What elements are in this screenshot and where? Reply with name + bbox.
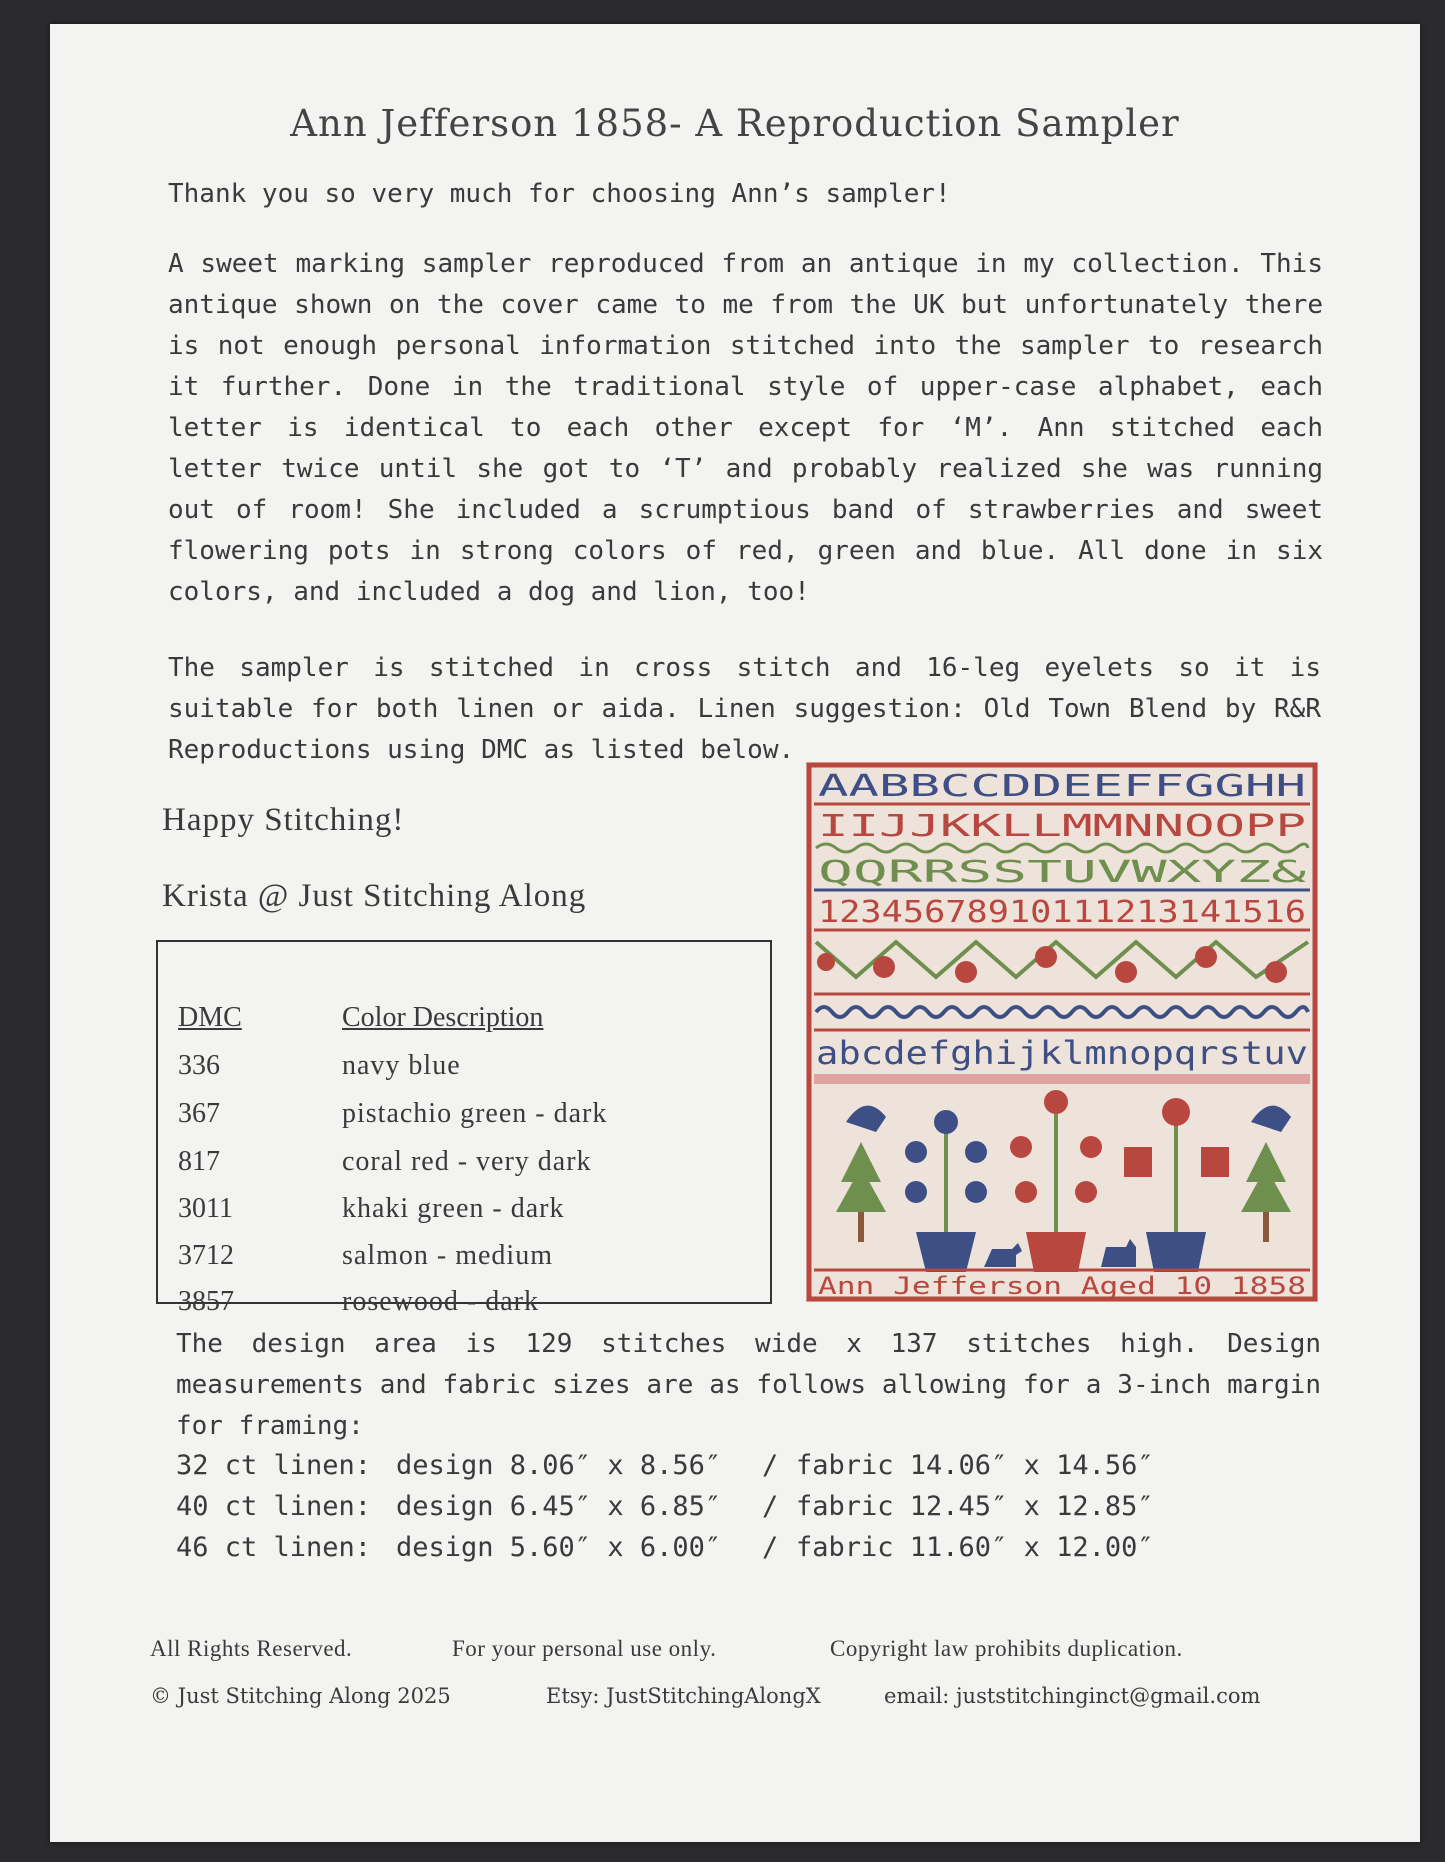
personal-use: For your personal use only. [452, 1636, 717, 1661]
checker-border [814, 1074, 1310, 1084]
design-size: design 6.45″ x 6.85″ [396, 1491, 722, 1522]
dmc-number: 3712 [178, 1240, 234, 1271]
email-address: email: juststitchinginct@gmail.com [884, 1684, 1261, 1708]
strawberry-icon [1195, 946, 1217, 968]
design-size: design 5.60″ x 6.00″ [396, 1532, 722, 1563]
strawberry-icon [1265, 961, 1287, 983]
dmc-number: 367 [178, 1098, 220, 1129]
measurement-row [176, 1450, 1154, 1481]
fabric-size: fabric 12.45″ x 12.85″ [796, 1491, 1154, 1522]
sampler-image [806, 762, 1318, 1302]
description-paragraph: A sweet marking sampler reproduced from an antique in my collection. This antique shown on the cover came to me from the UK but unfortunately there is not enough personal information stitched into the sampler to research it further. Done in the traditional style of upper-case alphabet, each letter is identical to each other except for ‘M’. Ann stitched each letter twice until she got to ‘T’ and probably realized she was running out of room! She included a scrumptious band of strawberries and sweet flowering pots in strong colors of red, green and blue. All done in six colors, and included a dog and lion, too! [168, 249, 1323, 607]
color-description: navy blue [342, 1050, 461, 1081]
alphabet-row-3: QQRRSSTUVWXYZ& [818, 855, 1306, 890]
strawberry-icon [873, 956, 895, 978]
alphabet-row-1: AABBCCDDEEFFGGHH [818, 769, 1306, 804]
fabric-size: fabric 11.60″ x 12.00″ [796, 1532, 1154, 1563]
strawberry-icon [955, 961, 977, 983]
pattern-page [50, 24, 1420, 1842]
signature: Krista @ Just Stitching Along [162, 878, 587, 914]
separator: / [762, 1532, 779, 1563]
linen-count: 40 ct linen: [176, 1491, 372, 1522]
page-title: Ann Jefferson 1858- A Reproduction Sampler [290, 102, 1180, 145]
numbers-row: 12345678910111213141516 [818, 895, 1306, 930]
sampler-signature: Ann Jefferson Aged 10 1858 [818, 1272, 1306, 1300]
dmc-number: 3857 [178, 1286, 234, 1317]
strawberry-icon [1115, 961, 1137, 983]
stitch-info-paragraph: The sampler is stitched in cross stitch and 16-leg eyelets so it is suitable for both linen or aida. Linen suggestion: Old Town Blend by R&R Reproductions using DMC as listed below. [168, 653, 1321, 765]
strawberry-icon [1035, 946, 1057, 968]
design-size: design 8.06″ x 8.56″ [396, 1450, 722, 1481]
color-description: salmon - medium [342, 1240, 553, 1271]
fabric-size: fabric 14.06″ x 14.56″ [796, 1450, 1154, 1481]
design-area-paragraph: The design area is 129 stitches wide x 137 stitches high. Design measurements and fabric sizes are as follows allowing for a 3-inch margin for framing: [176, 1329, 1321, 1441]
linen-count: 46 ct linen: [176, 1532, 372, 1563]
etsy-shop: Etsy: JustStitchingAlongX [546, 1684, 821, 1708]
color-description: khaki green - dark [342, 1193, 565, 1224]
separator: / [762, 1491, 779, 1522]
color-description: rosewood - dark [342, 1286, 539, 1317]
dmc-number: 336 [178, 1050, 220, 1081]
measurement-row [176, 1491, 1154, 1522]
dmc-color-table [156, 940, 772, 1317]
lowercase-row: abcdefghijklmnopqrstuv [816, 1034, 1308, 1072]
strawberry-icon [817, 953, 835, 971]
alphabet-row-2: IIJJKKLLMMNNOOPP [818, 809, 1306, 844]
color-description: coral red - very dark [342, 1146, 592, 1177]
thanks-paragraph: Thank you so very much for choosing Ann’s sampler! [168, 179, 951, 209]
dmc-number: 3011 [178, 1193, 233, 1224]
rights-reserved: All Rights Reserved. [150, 1636, 353, 1661]
happy-stitching: Happy Stitching! [162, 802, 405, 838]
measurement-row [176, 1532, 1154, 1563]
dmc-number: 817 [178, 1146, 220, 1177]
dmc-header: DMC [178, 1002, 242, 1033]
separator: / [762, 1450, 779, 1481]
color-description: pistachio green - dark [342, 1098, 608, 1129]
linen-count: 32 ct linen: [176, 1450, 372, 1481]
brand-copyright: © Just Stitching Along 2025 [150, 1684, 451, 1708]
copyright-notice: Copyright law prohibits duplication. [830, 1636, 1183, 1661]
color-description-header: Color Description [342, 1002, 544, 1033]
